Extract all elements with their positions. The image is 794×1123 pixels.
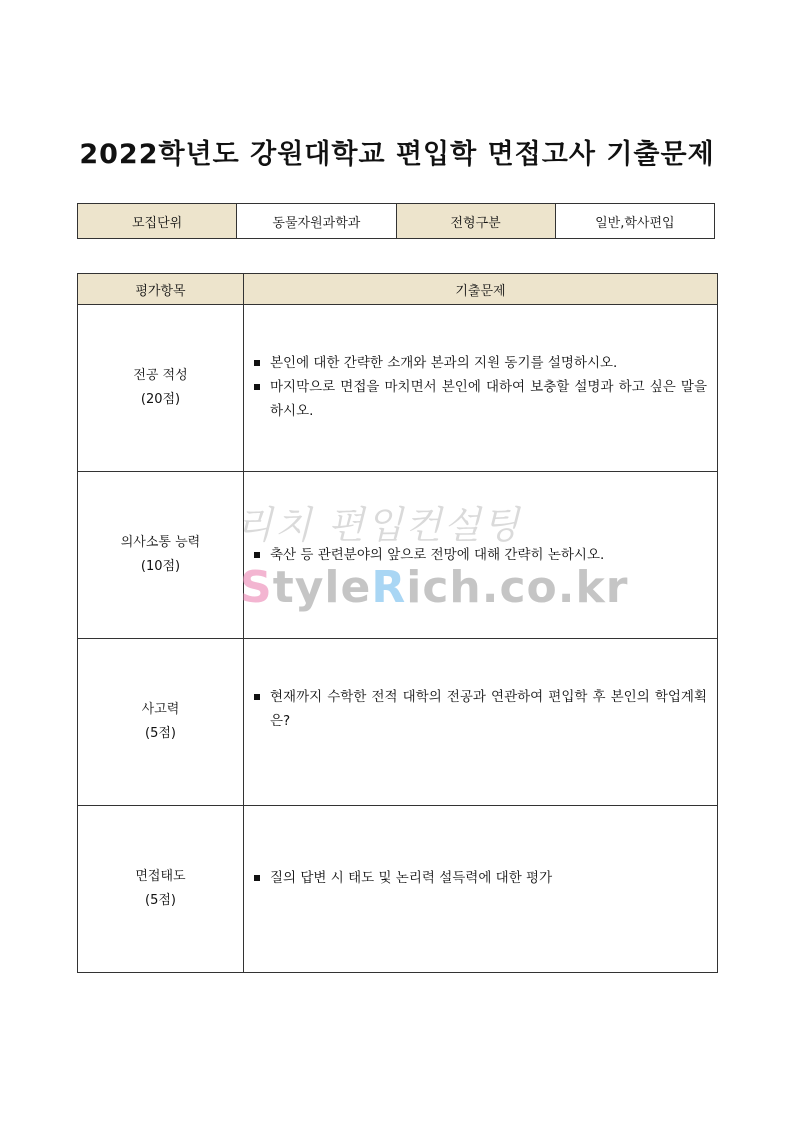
question-cell (244, 639, 718, 806)
question-item: 질의 답변 시 태도 및 논리력 설득력에 대한 평가 (250, 866, 707, 890)
question-item: 본인에 대한 간략한 소개와 본과의 지원 동기를 설명하시오. (250, 351, 707, 375)
question-item: 현재까지 수학한 전적 대학의 전공과 연관하여 편입학 후 본인의 학업계획은? (250, 685, 707, 733)
category-name: 의사소통 능력 (120, 535, 201, 550)
category-cell (78, 472, 244, 639)
category-points: (5점) (145, 726, 176, 741)
questions-table (77, 273, 718, 973)
category-points: (5점) (145, 893, 176, 908)
table-row (78, 305, 718, 472)
table-row (78, 806, 718, 973)
watermark-site-s: S (240, 562, 273, 613)
info-label-recruit-unit: 모집단위 (78, 204, 237, 239)
category-name: 전공 적성 (133, 368, 188, 383)
question-cell (244, 305, 718, 472)
question-item: 마지막으로 면접을 마치면서 본인에 대하여 보충할 설명과 하고 싶은 말을 하시오. (250, 375, 707, 423)
watermark-site-mid: tyle (272, 562, 372, 613)
info-table (77, 203, 715, 239)
watermark-korean: 리치 편입컨설팅 (236, 503, 522, 547)
category-name: 면접태도 (135, 869, 186, 884)
category-points: (10점) (140, 559, 181, 574)
question-cell (244, 806, 718, 973)
watermark-site-end: ich.co.kr (406, 562, 629, 613)
table-row (78, 639, 718, 806)
header-category: 평가항목 (78, 274, 244, 305)
category-cell (78, 305, 244, 472)
category-name: 사고력 (141, 702, 180, 717)
info-value-recruit-unit: 동물자원과학과 (237, 204, 396, 239)
category-points: (20점) (140, 392, 181, 407)
question-item: 축산 등 관련분야의 앞으로 전망에 대해 간략히 논하시오. (250, 543, 707, 567)
header-questions: 기출문제 (244, 274, 718, 305)
watermark-site-r: R (371, 562, 407, 613)
watermark-site (240, 562, 628, 613)
document-title: 2022학년도 강원대학교 편입학 면접고사 기출문제 (79, 139, 715, 170)
info-label-admission-type: 전형구분 (396, 204, 555, 239)
info-value-admission-type: 일반,학사편입 (555, 204, 714, 239)
category-cell (78, 806, 244, 973)
category-cell (78, 639, 244, 806)
